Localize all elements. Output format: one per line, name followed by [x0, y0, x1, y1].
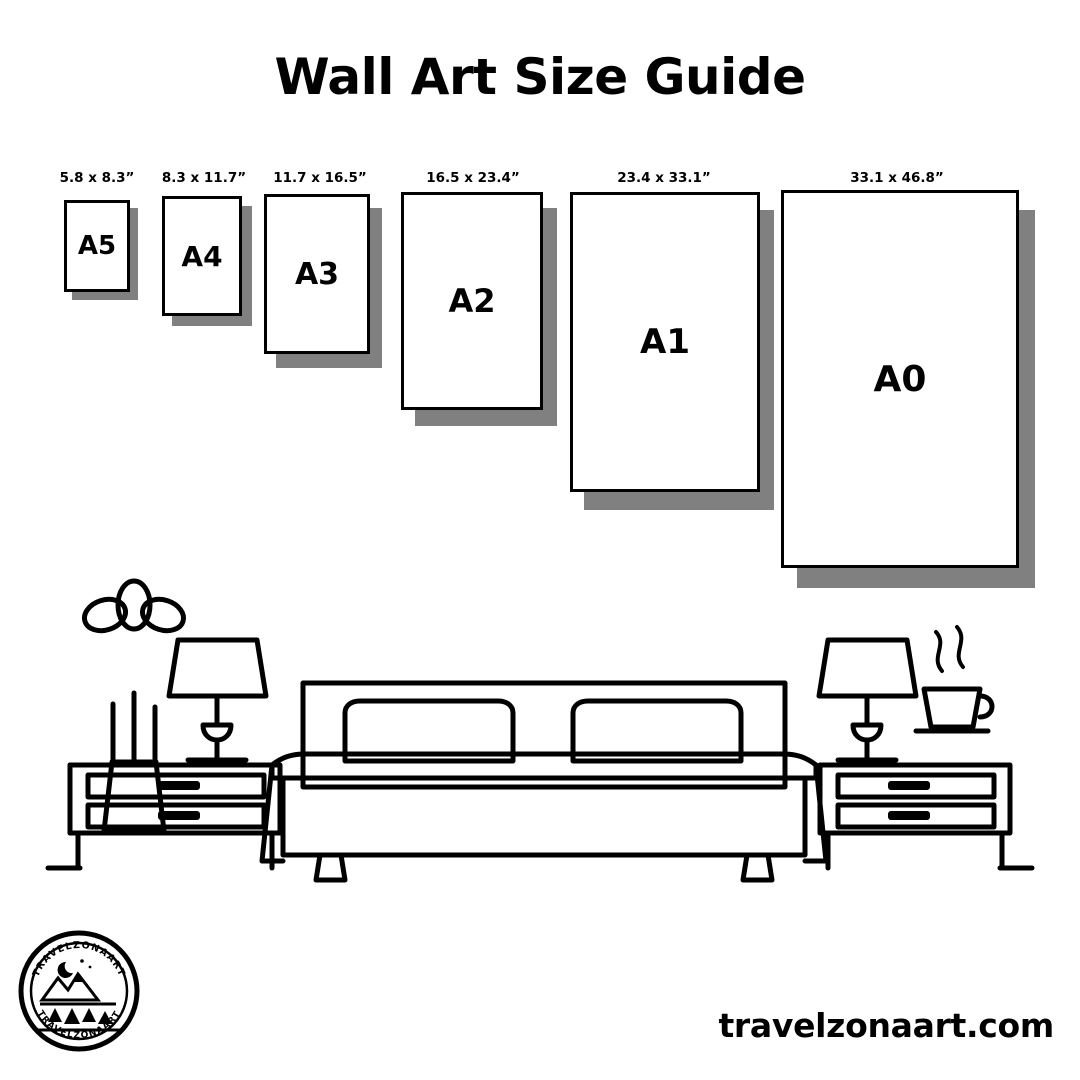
- frame-dimension-a4: 8.3 x 11.7”: [161, 170, 247, 186]
- frame-group-a3: [262, 170, 372, 370]
- frame-group-a0: [779, 170, 1039, 590]
- svg-text:TRAVELZONAART: [35, 1009, 124, 1041]
- bedroom-scene: [0, 565, 1080, 905]
- website-url[interactable]: travelzonaart.com: [718, 1006, 1054, 1045]
- frame-group-a1: [568, 170, 768, 510]
- frame-dimension-a3: 11.7 x 16.5”: [273, 170, 367, 186]
- frame-label-a1: A1: [640, 322, 690, 362]
- coffee-cup: [916, 627, 992, 731]
- frame-box-a2[interactable]: [401, 192, 543, 410]
- frame-label-a5: A5: [77, 231, 117, 261]
- logo-text-bottom: TRAVELZONAART: [34, 1009, 124, 1042]
- frame-box-a4[interactable]: [162, 196, 242, 316]
- frame-group-a5: [59, 170, 135, 280]
- logo-text-top: TRAVELZONAART: [30, 939, 128, 979]
- frame-box-a0[interactable]: [781, 190, 1019, 568]
- bed: [262, 683, 826, 880]
- frame-dimension-a1: 23.4 x 33.1”: [617, 170, 711, 186]
- frame-box-a1[interactable]: [570, 192, 760, 492]
- plant-vase: [80, 581, 187, 831]
- brand-logo-icon: [18, 930, 140, 1052]
- right-nightstand: [820, 765, 1010, 868]
- brand-logo[interactable]: [18, 930, 140, 1052]
- frame-label-a4: A4: [181, 239, 223, 273]
- frame-group-a2: [399, 170, 545, 430]
- frame-dimension-a2: 16.5 x 23.4”: [426, 170, 520, 186]
- frame-box-a5[interactable]: [64, 200, 130, 292]
- right-lamp: [819, 640, 916, 764]
- frame-group-a4: [160, 170, 247, 320]
- bedroom-illustration: [0, 565, 1080, 905]
- frame-label-a3: A3: [294, 256, 340, 292]
- frame-label-a0: A0: [873, 358, 927, 400]
- left-lamp: [169, 640, 266, 764]
- page-title: Wall Art Size Guide: [274, 48, 806, 106]
- frame-size-row: [0, 170, 1080, 590]
- frame-label-a2: A2: [448, 282, 496, 320]
- frame-dimension-a5: 5.8 x 8.3”: [59, 170, 135, 186]
- frame-dimension-a0: 33.1 x 46.8”: [850, 170, 944, 186]
- frame-box-a3[interactable]: [264, 194, 370, 354]
- left-nightstand: [70, 765, 280, 868]
